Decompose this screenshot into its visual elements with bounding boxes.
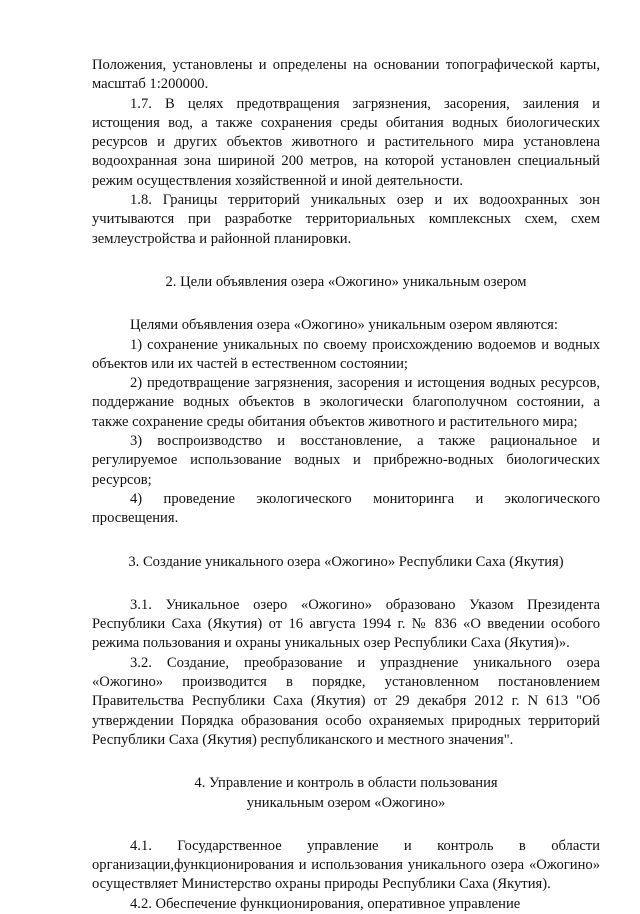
- list-item-2-2: 2) предотвращение загрязнения, засорения и истощения водных ресурсов, поддержание водных объектов в экологически благополучном состоянии, а также сохранение среды обитания объектов животного и растительного мира;: [92, 375, 600, 430]
- spacer: [92, 249, 600, 273]
- section-heading-3: 3. Создание уникального озера «Ожогино» Республики Саха (Якутия): [128, 553, 564, 570]
- spacer: [92, 813, 600, 837]
- spacer: [92, 572, 600, 596]
- paragraph-1-8: 1.8. Границы территорий уникальных озер и их водоохранных зон учитываются при разработке территориальных комплексных схем, схем землеустройства и районной планировки.: [92, 192, 600, 247]
- spacer: [92, 292, 600, 316]
- list-item-2-3: 3) воспроизводство и восстановление, а также рациональное и регулируемое использование водных и прибрежно-водных биологических ресурсов;: [92, 433, 600, 488]
- paragraph-4-2: 4.2. Обеспечение функционирования, оперативное управление: [130, 895, 521, 912]
- paragraph-2-intro: Целями объявления озера «Ожогино» уникальным озером являются:: [130, 317, 558, 334]
- paragraph-3-1: 3.1. Уникальное озеро «Ожогино» образовано Указом Президента Республики Саха (Якутия) от 16 августа 1994 г. № 836 «О введении особого режима пользования и охраны уникальных озер Республики Саха (Якутия)».: [92, 596, 600, 652]
- list-item-2-4: 4) проведение экологического мониторинга и экологического просвещения.: [92, 490, 600, 527]
- spacer: [92, 529, 600, 553]
- paragraph-1-7: 1.7. В целях предотвращения загрязнения, засорения, заиления и истощения вод, а также сохранения среды обитания водных биологических ресурсов и других объектов животного и растительного мира установлена водоохранная зона шириной 200 метров, на которой установлен специальный режим осуществления хозяйственной и иной деятельности.: [92, 95, 600, 189]
- section-heading-4-line1: 4. Управление и контроль в области пользования: [194, 775, 498, 792]
- list-item-2-1: 1) сохранение уникальных по своему происхождению водоемов и водных объектов или их частей в естественном состоянии;: [92, 336, 600, 372]
- paragraph-intro: Положения, установлены и определены на основании топографической карты, масштаб 1:200000.: [92, 57, 600, 93]
- spacer: [92, 750, 600, 774]
- document-page: [92, 56, 600, 914]
- section-heading-4-line2: уникальным озером «Ожогино»: [246, 794, 446, 811]
- paragraph-4-1: 4.1. Государственное управление и контроль в области организации,функционирования и использования уникального озера «Ожогино» осуществляет Министерство охраны природы Республики Саха (Якутия).: [92, 837, 600, 893]
- section-heading-2: 2. Цели объявления озера «Ожогино» уникальным озером: [165, 273, 527, 290]
- paragraph-3-2: 3.2. Создание, преобразование и упразднение уникального озера «Ожогино» производится в порядке, установленном постановлением Правительства Республики Саха (Якутия) от 29 декабря 2012 г. N 613 "Об утверждении Порядка образования особо охраняемых природных территорий Республики Саха (Якутия) республиканского и местного значения".: [92, 654, 600, 748]
